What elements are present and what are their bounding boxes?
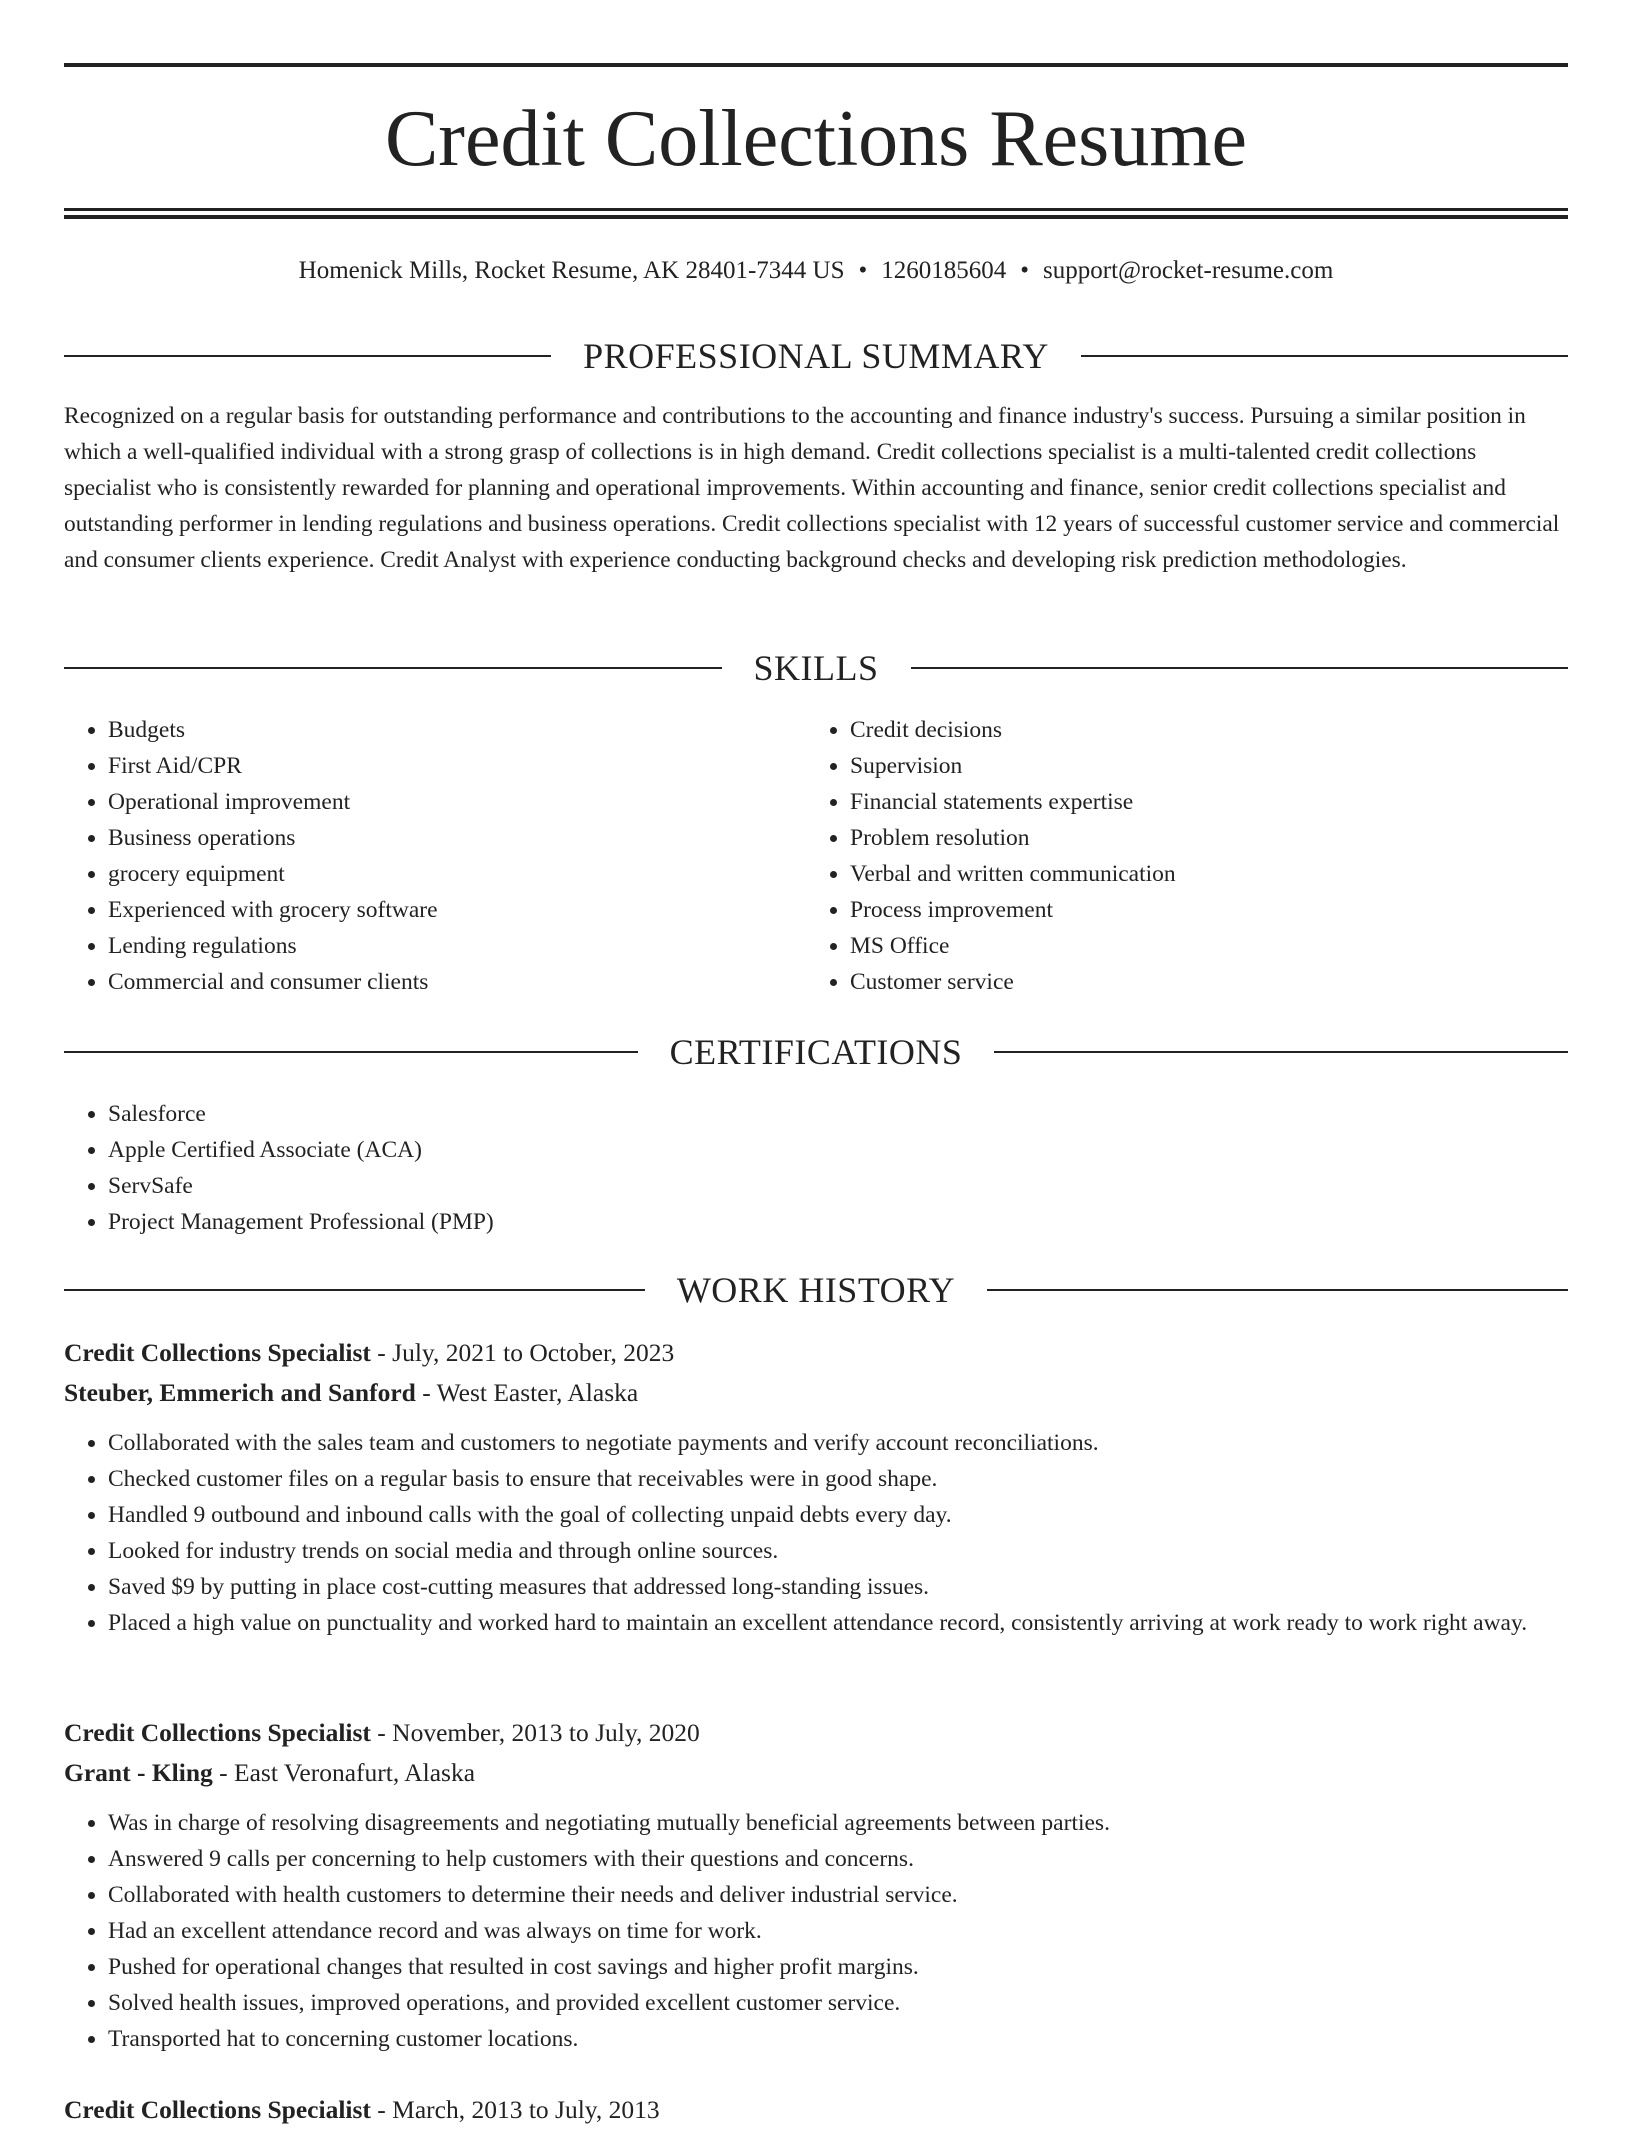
job-dates: - July, 2021 to October, 2023 xyxy=(370,1338,675,1367)
certification-item: • ServSafe xyxy=(108,1168,1508,1204)
skill-item: • Commercial and consumer clients xyxy=(108,964,828,1000)
contact-phone: 1260185604 xyxy=(881,257,1007,284)
top-rule xyxy=(64,63,1568,67)
job-title: Credit Collections Specialist xyxy=(64,1338,371,1367)
skill-item: • grocery equipment xyxy=(108,856,828,892)
job-company-line xyxy=(64,1753,1568,1793)
job-dates: - March, 2013 to July, 2013 xyxy=(370,2095,660,2124)
contact-email: support@rocket-resume.com xyxy=(1043,257,1334,284)
section-heading-certifications xyxy=(64,1030,1568,1074)
contact-line xyxy=(64,254,1568,288)
job-company-line xyxy=(64,1373,1568,1413)
section-heading-work-history xyxy=(64,1268,1568,1312)
certifications-list xyxy=(64,1096,1508,1240)
heading-rule xyxy=(987,1289,1568,1291)
job-title-line xyxy=(64,1333,1568,1373)
heading-rule xyxy=(64,1051,638,1053)
job-duties-list xyxy=(64,1425,1568,1641)
job-company: Grant - Kling xyxy=(64,1758,213,1787)
skill-item: • Business operations xyxy=(108,820,828,856)
job-dates: - November, 2013 to July, 2020 xyxy=(370,1718,700,1747)
job-entry xyxy=(64,2090,1568,2130)
heading-rule xyxy=(911,667,1569,669)
job-duty-item: • Collaborated with the sales team and customers to negotiate payments and verify account reconciliations. xyxy=(108,1425,1568,1461)
job-title: Credit Collections Specialist xyxy=(64,1718,371,1747)
skill-item: • Lending regulations xyxy=(108,928,828,964)
job-title-line xyxy=(64,2090,1568,2130)
job-duty-item: • Collaborated with health customers to determine their needs and deliver industrial service. xyxy=(108,1877,1568,1913)
skills-list-right xyxy=(806,712,1570,1000)
job-duty-item: • Checked customer files on a regular basis to ensure that receivables were in good shape. xyxy=(108,1461,1568,1497)
job-duty-item: • Placed a high value on punctuality and worked hard to maintain an excellent attendance record, consistently arriving at work ready to work right away. xyxy=(108,1605,1568,1641)
heading-rule xyxy=(64,667,722,669)
contact-address: Homenick Mills, Rocket Resume, AK 28401-7344 US xyxy=(298,257,845,284)
section-title: PROFESSIONAL SUMMARY xyxy=(583,336,1049,376)
job-duty-item: • Pushed for operational changes that resulted in cost savings and higher profit margins. xyxy=(108,1949,1568,1985)
job-duty-item: • Solved health issues, improved operations, and provided excellent customer service. xyxy=(108,1985,1568,2021)
job-duty-item: • Looked for industry trends on social media and through online sources. xyxy=(108,1533,1568,1569)
job-duty-item: • Handled 9 outbound and inbound calls with the goal of collecting unpaid debts every day. xyxy=(108,1497,1568,1533)
skill-item: • Supervision xyxy=(850,748,1570,784)
skill-item: • Budgets xyxy=(108,712,828,748)
skill-item: • First Aid/CPR xyxy=(108,748,828,784)
certification-item: • Salesforce xyxy=(108,1096,1508,1132)
job-company: Steuber, Emmerich and Sanford xyxy=(64,1378,416,1407)
heading-rule xyxy=(64,355,551,357)
heading-rule xyxy=(994,1051,1568,1053)
skills-list-left xyxy=(64,712,828,1000)
skill-item: • Customer service xyxy=(850,964,1570,1000)
job-duty-item: • Saved $9 by putting in place cost-cutting measures that addressed long-standing issues. xyxy=(108,1569,1568,1605)
heading-rule xyxy=(64,1289,645,1291)
job-duty-item: • Answered 9 calls per concerning to help customers with their questions and concerns. xyxy=(108,1841,1568,1877)
section-title: WORK HISTORY xyxy=(676,1270,956,1310)
section-title: SKILLS xyxy=(753,648,879,688)
job-location: - West Easter, Alaska xyxy=(415,1378,639,1407)
job-duty-item: • Transported hat to concerning customer locations. xyxy=(108,2021,1568,2057)
section-heading-skills xyxy=(64,646,1568,690)
title-double-rule xyxy=(64,208,1568,219)
job-title: Credit Collections Specialist xyxy=(64,2095,371,2124)
summary-paragraph: Recognized on a regular basis for outstanding performance and contributions to the accounting and finance industry's success. Pursuing a similar position in which a well-qualified individual with a strong grasp of collections is in high demand. Credit collections specialist is a multi-talented credit collections specialist who is consistently rewarded for planning and operational improvements. Within accounting and finance, senior credit collections specialist and outstanding performer in lending regulations and business operations. Credit collections specialist with 12 years of successful customer service and commercial and consumer clients experience. Credit Analyst with experience conducting background checks and developing risk prediction methodologies. xyxy=(64,403,1560,573)
job-duty-item: • Had an excellent attendance record and was always on time for work. xyxy=(108,1913,1568,1949)
skill-item: • Operational improvement xyxy=(108,784,828,820)
skill-item: • Credit decisions xyxy=(850,712,1570,748)
skill-item: • MS Office xyxy=(850,928,1570,964)
job-entry xyxy=(64,1333,1568,1641)
contact-separator: • xyxy=(1020,257,1030,284)
resume-title: Credit Collections Resume xyxy=(384,95,1248,183)
job-duty-item: • Was in charge of resolving disagreements and negotiating mutually beneficial agreements between parties. xyxy=(108,1805,1568,1841)
skill-item: • Problem resolution xyxy=(850,820,1570,856)
skill-item: • Process improvement xyxy=(850,892,1570,928)
job-entry xyxy=(64,1713,1568,2057)
certification-item: • Project Management Professional (PMP) xyxy=(108,1204,1508,1240)
job-duties-list xyxy=(64,1805,1568,2057)
heading-rule xyxy=(1081,355,1568,357)
certification-item: • Apple Certified Associate (ACA) xyxy=(108,1132,1508,1168)
skill-item: • Financial statements expertise xyxy=(850,784,1570,820)
section-heading-summary xyxy=(64,334,1568,378)
section-title: CERTIFICATIONS xyxy=(669,1032,963,1072)
contact-separator: • xyxy=(858,257,868,284)
skill-item: • Verbal and written communication xyxy=(850,856,1570,892)
job-location: - East Veronafurt, Alaska xyxy=(212,1758,476,1787)
skill-item: • Experienced with grocery software xyxy=(108,892,828,928)
job-title-line xyxy=(64,1713,1568,1753)
